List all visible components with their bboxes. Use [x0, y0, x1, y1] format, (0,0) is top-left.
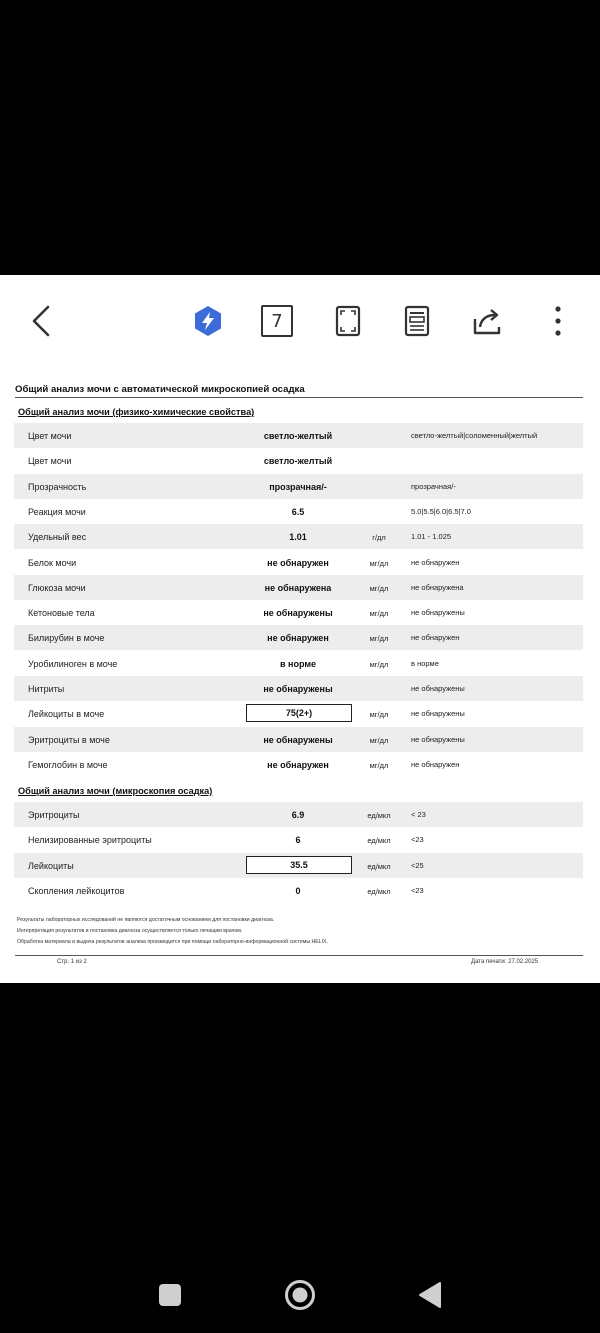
footnote: Обработка материала и выдача результатов анализа производится при помощи лабораторно-информационной системы HELIX. — [17, 939, 328, 945]
table-row — [14, 474, 583, 499]
page-count-button[interactable] — [253, 297, 301, 345]
section-title-physchem: Общий анализ мочи (физико-химические свойства) — [18, 407, 255, 417]
row-reference: <25 — [411, 860, 424, 870]
row-name: Цвет мочи — [28, 456, 72, 467]
row-value: 6.5 — [291, 506, 305, 517]
home-circle-icon — [284, 1279, 316, 1311]
square-icon — [158, 1283, 182, 1307]
row-unit: мг/дл — [369, 609, 389, 619]
table-row — [14, 575, 583, 600]
row-reference: 5.0|5.5|6.0|6.5|7.0 — [411, 506, 471, 516]
row-name: Эритроциты в моче — [28, 734, 110, 745]
row-value: 1.01 — [289, 532, 307, 543]
row-reference: <23 — [411, 835, 424, 845]
top-black-area — [0, 0, 600, 275]
share-button[interactable] — [464, 297, 512, 345]
table-row — [14, 600, 583, 625]
row-name: Глюкоза мочи — [28, 582, 86, 593]
footnote: Интерпретация результатов и постановка диагноза осуществляется только лечащим врачом. — [17, 928, 243, 934]
row-value: светло-желтый — [263, 456, 333, 467]
row-value: не обнаружен — [267, 557, 329, 568]
share-arrow-icon — [471, 305, 505, 337]
row-unit: ед/мкл — [367, 836, 391, 846]
row-reference: не обнаружена — [411, 582, 464, 592]
table-row — [14, 802, 583, 827]
table-row — [14, 499, 583, 524]
back-nav-button[interactable] — [410, 1275, 450, 1315]
fullscreen-button[interactable] — [324, 297, 372, 345]
footnote: Результаты лабораторных исследований не являются достаточным основанием для постановки диагноза. — [17, 917, 275, 923]
row-reference: в норме — [411, 658, 439, 668]
page-label: Стр. 1 из 2 — [57, 959, 87, 965]
row-value: не обнаружены — [263, 734, 333, 745]
table-row — [14, 701, 583, 726]
row-unit: ед/мкл — [367, 886, 391, 896]
table-row — [14, 752, 583, 777]
row-name: Нитриты — [28, 684, 65, 694]
footer-divider — [15, 955, 583, 956]
row-unit: мг/дл — [369, 735, 389, 745]
row-reference: <23 — [411, 885, 424, 895]
row-value: светло-желтый — [263, 431, 333, 441]
more-menu-button[interactable] — [534, 297, 582, 345]
section-title-microscopy: Общий анализ мочи (микроскопия осадка) — [18, 786, 213, 796]
row-reference: прозрачная/- — [411, 481, 456, 491]
row-unit: мг/дл — [369, 659, 389, 669]
row-reference: не обнаружены — [411, 709, 465, 719]
row-unit: мг/дл — [369, 710, 389, 720]
row-value: прозрачная/- — [269, 481, 327, 492]
document-page — [0, 367, 600, 983]
row-name: Прозрачность — [28, 481, 87, 492]
row-name: Уробилиноген в моче — [28, 658, 118, 669]
ai-assistant-button[interactable] — [184, 297, 232, 345]
row-value: в норме — [279, 658, 316, 669]
row-value: 6 — [295, 835, 301, 846]
table-row — [14, 550, 583, 575]
table-row — [14, 827, 583, 852]
document-title: Общий анализ мочи с автоматической микроскопией осадка — [15, 384, 583, 398]
row-name: Эритроциты — [28, 810, 80, 820]
row-unit: г/дл — [372, 533, 386, 543]
table-row — [14, 524, 583, 549]
row-reference: не обнаружен — [411, 759, 460, 769]
table-row — [14, 651, 583, 676]
row-value: не обнаружены — [263, 684, 333, 694]
lightning-hexagon-icon — [193, 305, 223, 337]
row-value: не обнаружен — [267, 633, 329, 644]
fullscreen-icon — [335, 305, 361, 337]
row-value: 0 — [295, 885, 301, 896]
more-vertical-icon — [553, 305, 563, 337]
row-name: Гемоглобин в моче — [28, 759, 108, 770]
home-button[interactable] — [280, 1275, 320, 1315]
row-reference: не обнаружены — [411, 608, 465, 618]
row-name: Билирубин в моче — [28, 633, 105, 644]
row-reference: 1.01 - 1.025 — [411, 532, 452, 542]
row-reference: не обнаружен — [411, 557, 460, 567]
row-name: Лейкоциты — [28, 860, 74, 871]
row-name: Удельный вес — [28, 532, 87, 543]
recents-button[interactable] — [150, 1275, 190, 1315]
row-value: не обнаружены — [263, 608, 333, 619]
row-value: не обнаружена — [264, 582, 332, 593]
print-date: Дата печати: 27.02.2025 — [471, 959, 539, 965]
row-unit: мг/дл — [369, 558, 389, 568]
row-name: Нелизированные эритроциты — [28, 835, 152, 846]
row-name: Белок мочи — [28, 557, 77, 568]
triangle-back-icon — [418, 1281, 442, 1309]
row-value: не обнаружен — [267, 759, 329, 770]
row-reference: не обнаружен — [411, 633, 460, 643]
row-reference: не обнаружены — [411, 684, 465, 693]
row-name: Лейкоциты в моче — [28, 709, 105, 720]
table-row — [14, 727, 583, 752]
row-reference: < 23 — [411, 810, 426, 819]
back-button[interactable] — [17, 297, 65, 345]
row-unit: ед/мкл — [367, 861, 391, 871]
row-unit: мг/дл — [369, 634, 389, 644]
row-unit: мг/дл — [369, 760, 389, 770]
row-value: 35.5 — [246, 856, 352, 874]
row-reference: светло-желтый|соломенный|желтый — [411, 431, 538, 440]
footnotes — [17, 915, 328, 948]
row-name: Реакция мочи — [28, 506, 86, 517]
row-name: Цвет мочи — [28, 431, 72, 441]
reading-mode-button[interactable] — [393, 297, 441, 345]
chevron-left-icon — [30, 305, 52, 337]
table-row — [14, 448, 583, 473]
table-row — [14, 878, 583, 903]
table-row — [14, 625, 583, 650]
document-lines-icon — [404, 305, 430, 337]
row-value: 75(2+) — [246, 704, 352, 722]
table-row — [14, 853, 583, 878]
row-name: Скопления лейкоцитов — [28, 885, 125, 896]
table-row — [14, 676, 583, 701]
row-value: 6.9 — [291, 810, 305, 820]
table-row — [14, 423, 583, 448]
page-count: 7 — [261, 305, 293, 337]
viewer-toolbar — [0, 275, 600, 368]
row-unit: ед/мкл — [367, 811, 391, 820]
row-unit: мг/дл — [369, 583, 389, 593]
row-name: Кетоновые тела — [28, 608, 95, 619]
row-reference: не обнаружены — [411, 734, 465, 744]
